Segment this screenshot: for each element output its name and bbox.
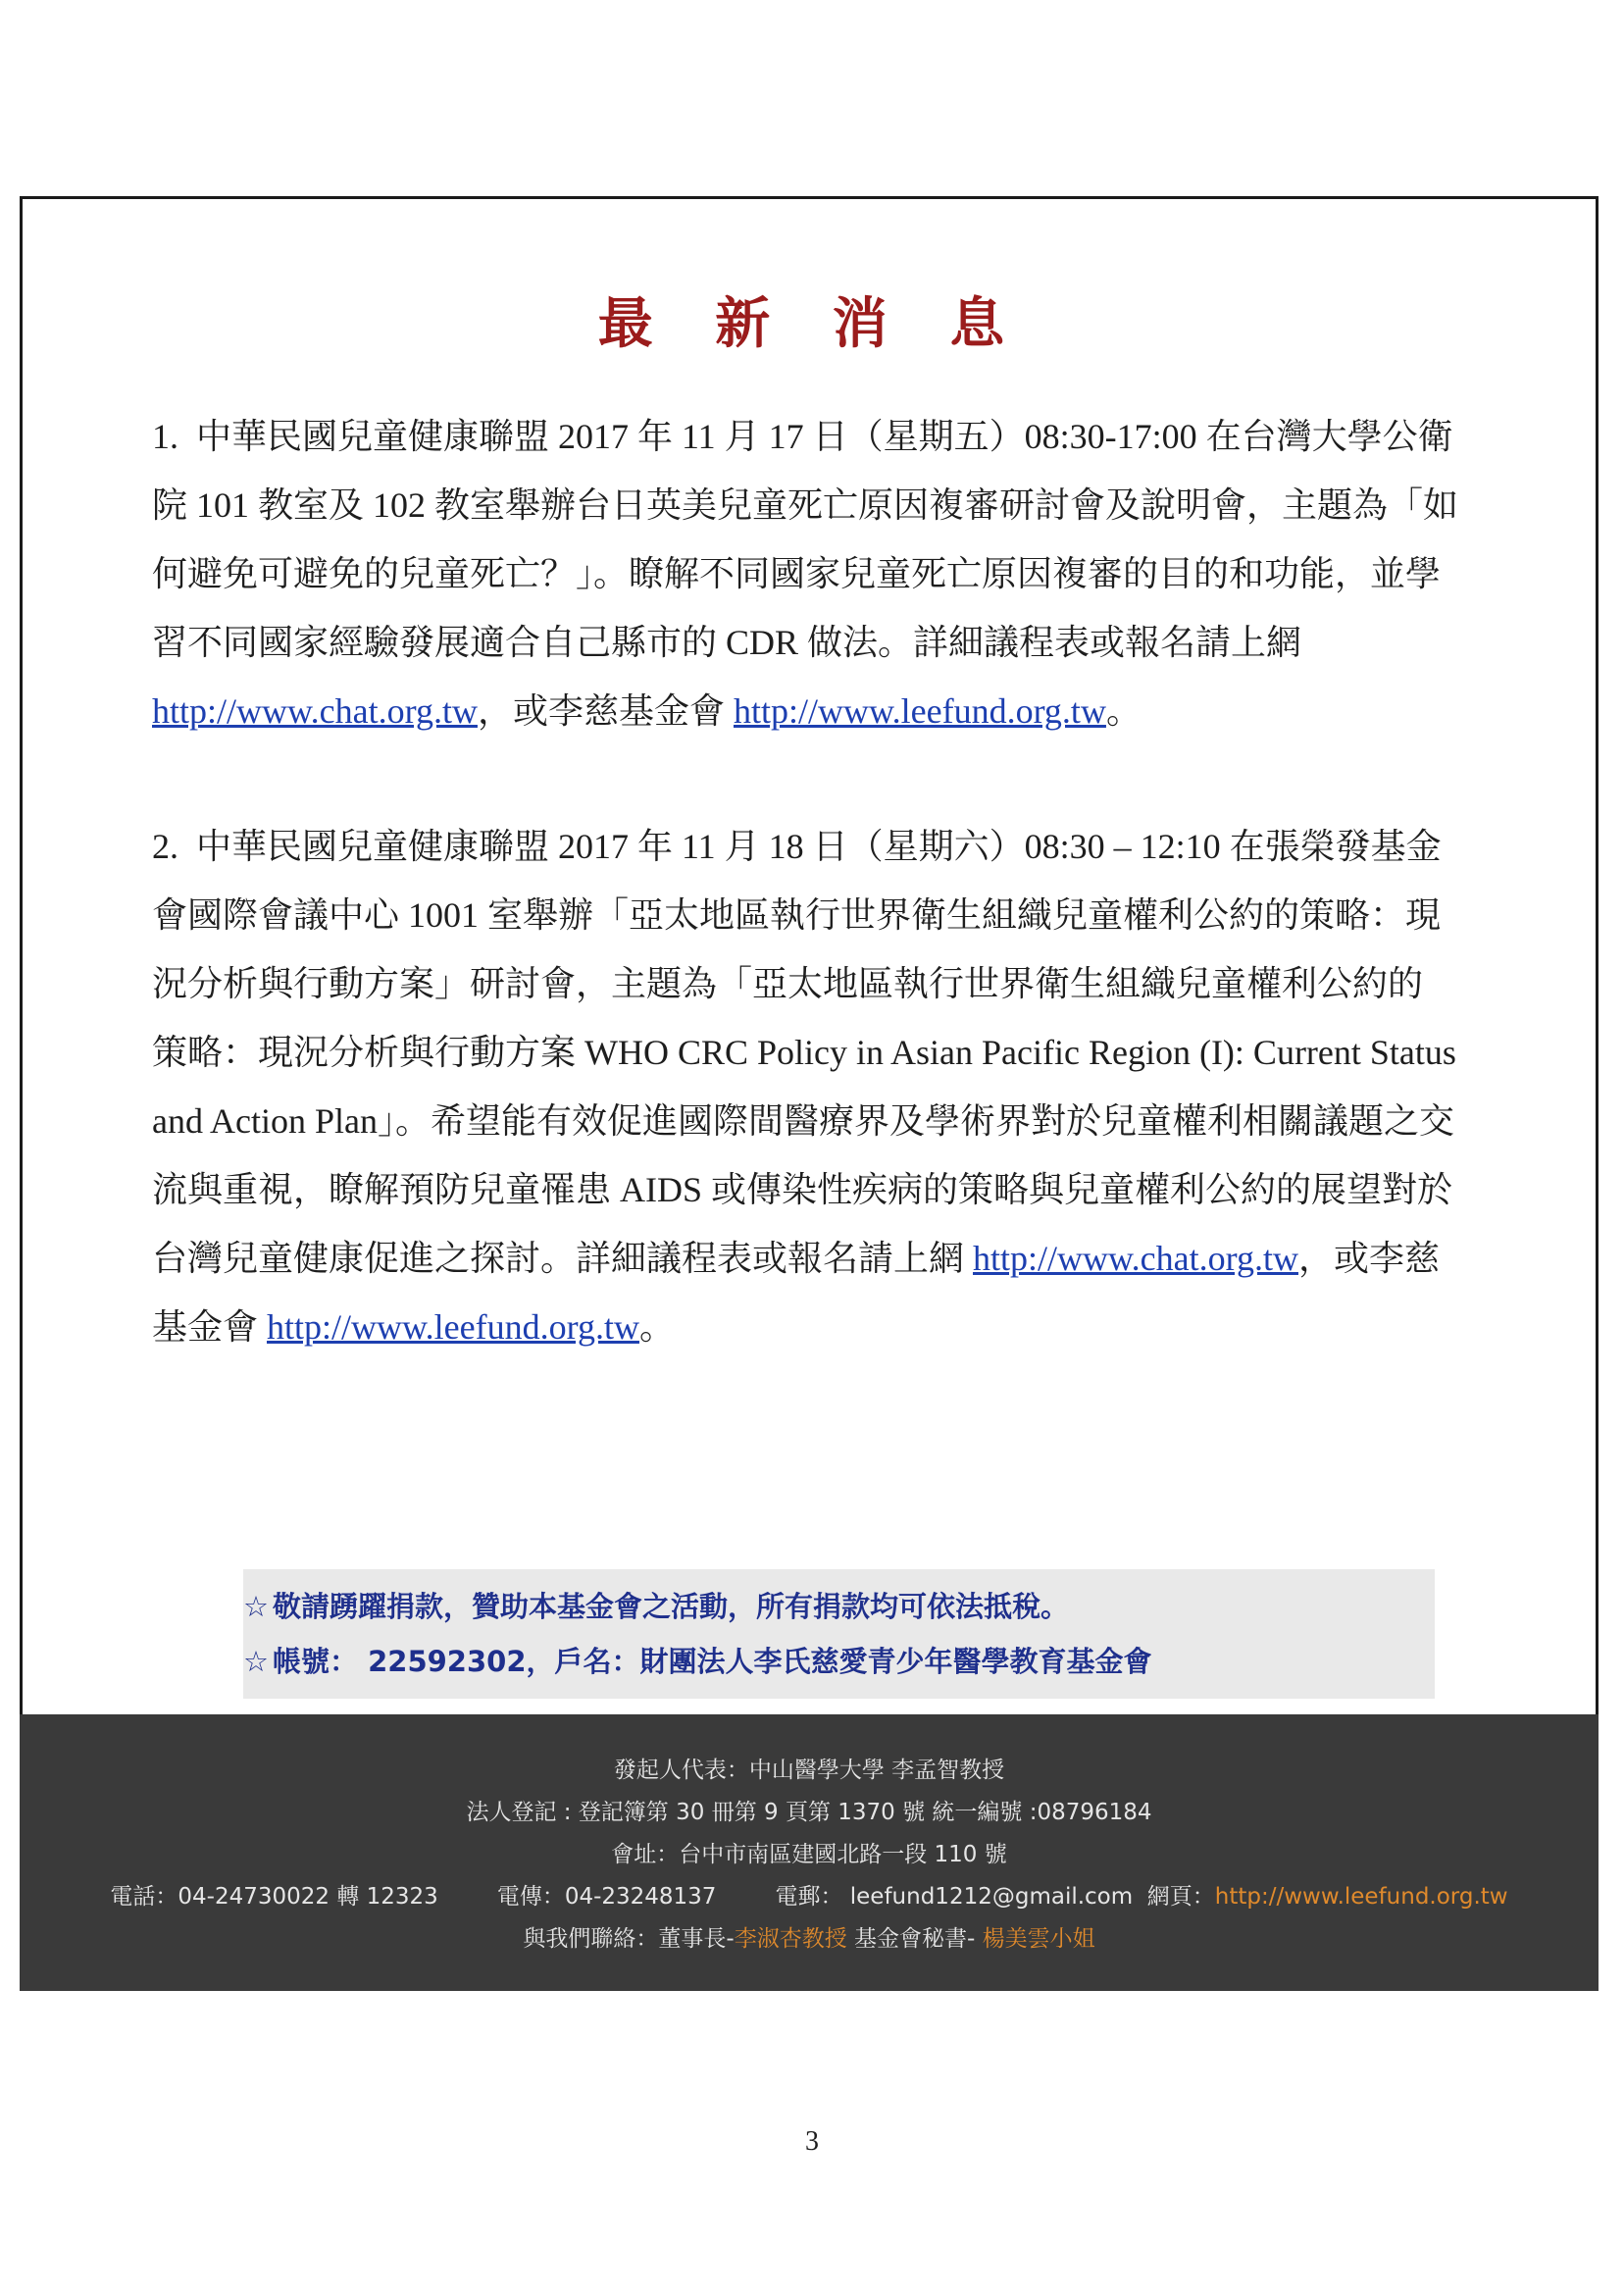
news-line: 會國際會議中心 1001 室舉辦「亞太地區執行世界衛生組織兒童權利公約的策略：現 (152, 895, 1442, 935)
news-number: 1. (152, 417, 178, 456)
star-icon: ☆ (243, 1590, 269, 1623)
footer-phone: 電話：04-24730022 轉 12323 (110, 1884, 438, 1910)
chairman-name: 李淑杏教授 (734, 1926, 847, 1952)
footer-contact-people: 與我們聯絡：董事長-李淑杏教授 基金會秘書- 楊美雲小姐 (523, 1926, 1095, 1952)
footer-email[interactable]: 電郵： leefund1212@gmail.com (775, 1884, 1134, 1910)
news-line: http://www.chat.org.tw，或李慈基金會 http://www.leefund.org.tw。 (152, 691, 1142, 731)
news-line: 策略：現況分析與行動方案 WHO CRC Policy in Asian Pacific Region (I): Current Status (152, 1033, 1456, 1072)
footer-contact-info: 電話：04-24730022 轉 12323 電傳：04-23248137 電郵： leefund1212@gmail.com 網頁：http://www.leefund.org.tw (110, 1884, 1508, 1910)
news-line: 況分析與行動方案」研討會，主題為「亞太地區執行世界衛生組織兒童權利公約的 (152, 964, 1424, 1003)
news-line: and Action Plan」。希望能有效促進國際間醫療界及學術界對於兒童權利相關議題之交 (152, 1101, 1454, 1141)
footer-founder: 發起人代表：中山醫學大學 李孟智教授 (613, 1758, 1005, 1783)
account-line: ☆ 帳號： 22592302，戶名：財團法人李氏慈愛青少年醫學教育基金會 (243, 1645, 1152, 1678)
footer-fax: 電傳：04-23248137 (496, 1884, 717, 1910)
donation-line: ☆ 敬請踴躍捐款，贊助本基金會之活動，所有捐款均可依法抵稅。 (243, 1590, 1070, 1623)
donation-box (243, 1569, 1435, 1699)
leefund-link[interactable]: http://www.leefund.org.tw (733, 691, 1106, 731)
news-item-2 (152, 812, 1540, 1361)
footer-address: 會址：台中市南區建國北路一段 110 號 (611, 1842, 1007, 1867)
news-line: 基金會 http://www.leefund.org.tw。 (152, 1307, 675, 1347)
news-line: 院 101 教室及 102 教室舉辦台日英美兒童死亡原因複審研討會及說明會，主題為「如 (152, 485, 1459, 525)
chat-link[interactable]: http://www.chat.org.tw (973, 1239, 1298, 1278)
page-number: 3 (805, 2126, 819, 2157)
secretary-name: 楊美雲小姐 (982, 1926, 1095, 1952)
news-line: 1. 中華民國兒童健康聯盟 2017 年 11 月 17 日（星期五）08:30-17:00 在台灣大學公衛 (152, 417, 1453, 456)
news-line: 何避免可避免的兒童死亡？」。瞭解不同國家兒童死亡原因複審的目的和功能，並學 (152, 554, 1442, 593)
news-line: 台灣兒童健康促進之探討。詳細議程表或報名請上網 http://www.chat.org.tw，或李慈 (152, 1239, 1440, 1278)
page-title: 最 新 消 息 (597, 291, 1027, 356)
news-line: 2. 中華民國兒童健康聯盟 2017 年 11 月 18 日（星期六）08:30 – 12:10 在張榮發基金 (152, 827, 1442, 866)
news-number: 2. (152, 827, 178, 866)
news-item-1 (152, 402, 1540, 745)
footer-registration: 法人登記 : 登記簿第 30 冊第 9 頁第 1370 號 統一編號 :08796184 (466, 1800, 1152, 1825)
chat-link[interactable]: http://www.chat.org.tw (152, 691, 478, 731)
leefund-link[interactable]: http://www.leefund.org.tw (267, 1307, 639, 1347)
footer-web-link[interactable]: http://www.leefund.org.tw (1214, 1884, 1508, 1910)
news-line: 流與重視，瞭解預防兒童罹患 AIDS 或傳染性疾病的策略與兒童權利公約的展望對於 (152, 1170, 1453, 1209)
footer (20, 1714, 1599, 1991)
news-line: 習不同國家經驗發展適合自己縣市的 CDR 做法。詳細議程表或報名請上網 (152, 623, 1302, 662)
star-icon: ☆ (243, 1645, 269, 1678)
